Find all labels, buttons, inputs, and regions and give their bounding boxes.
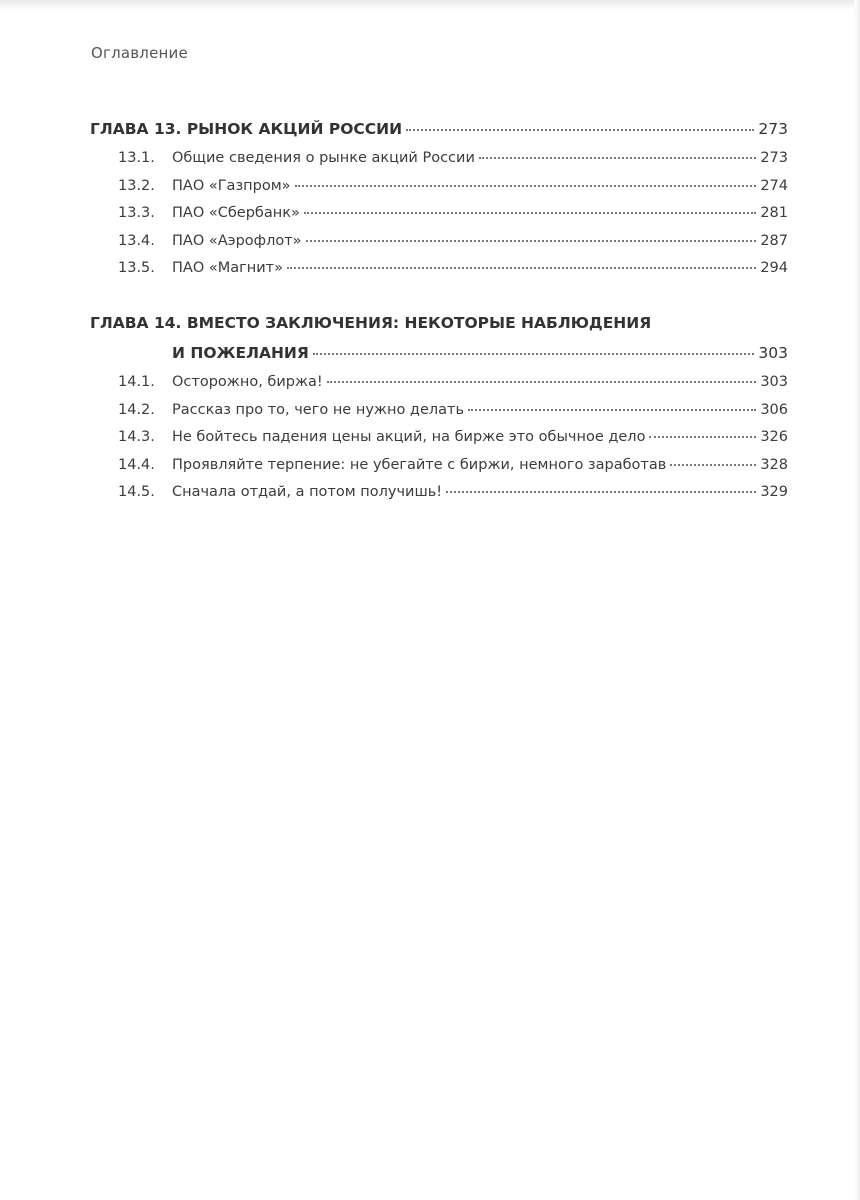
section-number: 13.1. [118,150,155,166]
section-title: ПАО «Магнит» [172,260,283,276]
chapter-label: ГЛАВА 14. [90,314,187,332]
toc-entry[interactable] [90,260,788,288]
section-number: 13.5. [118,260,155,276]
dot-leader [313,352,755,355]
section-number: 14.5. [118,484,155,500]
section-number: 13.4. [118,232,155,249]
toc-entry[interactable] [90,402,788,430]
toc-entry[interactable] [90,178,788,206]
dot-leader [295,184,757,187]
page-number: 328 [760,456,788,473]
chapter-title-line1: ВМЕСТО ЗАКЛЮЧЕНИЯ: НЕКОТОРЫЕ НАБЛЮДЕНИЯ [186,314,652,332]
dot-leader [327,380,757,383]
toc-entry[interactable] [90,457,788,485]
chapter-label: ГЛАВА 13. [90,120,187,138]
toc-entry[interactable] [90,205,788,233]
section-title: Сначала отдай, а потом получишь! [172,484,443,500]
dot-leader [479,156,756,159]
toc-entry[interactable] [90,429,788,457]
page-number: 274 [760,177,788,194]
section-number: 14.1. [118,374,155,390]
page-number: 287 [760,232,788,249]
dot-leader [406,128,754,131]
dot-leader [446,490,756,493]
section-title: Не бойтесь падения цены акций, на бирже это обычное дело [172,429,646,445]
page-number: 273 [760,150,788,166]
page-number: 281 [760,205,788,221]
page-number: 273 [758,120,788,138]
dot-leader [304,211,756,214]
running-head: Оглавление [91,44,188,62]
page-number: 303 [760,374,788,390]
dot-leader [670,463,756,466]
page-number: 326 [760,429,788,445]
page-number: 306 [760,401,788,418]
toc-entry[interactable] [90,374,788,402]
section-number: 14.4. [118,456,155,473]
section-title: Общие сведения о рынке акций России [172,150,475,166]
section-number: 14.2. [118,401,155,418]
page-number: 329 [760,484,788,500]
section-title: ПАО «Сбербанк» [172,205,300,221]
dot-leader [287,266,756,269]
toc-entry[interactable] [90,150,788,178]
dot-leader [649,435,756,438]
section-title: Проявляйте терпение: не убегайте с биржи, немного заработав [172,456,667,473]
section-title: ПАО «Газпром» [172,177,291,194]
page-number: 294 [760,260,788,276]
chapter-title-line2: И ПОЖЕЛАНИЯ [172,344,309,362]
dot-leader [468,408,756,411]
chapter-title: РЫНОК АКЦИЙ РОССИИ [186,120,403,138]
section-title: Осторожно, биржа! [172,374,323,390]
toc-entry[interactable] [90,484,788,512]
dot-leader [306,239,757,242]
section-number: 14.3. [118,429,155,445]
section-number: 13.3. [118,205,155,221]
section-title: ПАО «Аэрофлот» [172,232,302,249]
page-number: 303 [758,344,788,362]
section-title: Рассказ про то, чего не нужно делать [172,401,465,418]
toc-chapter-heading-continued[interactable] [90,344,788,374]
page-top-edge [0,0,860,10]
toc-chapter-heading[interactable] [90,120,788,150]
page-right-edge [854,0,860,1200]
section-number: 13.2. [118,177,155,194]
toc-chapter-13 [90,120,788,288]
toc-chapter-heading[interactable] [90,314,788,344]
toc-chapter-14 [90,314,788,512]
toc-entry[interactable] [90,233,788,261]
